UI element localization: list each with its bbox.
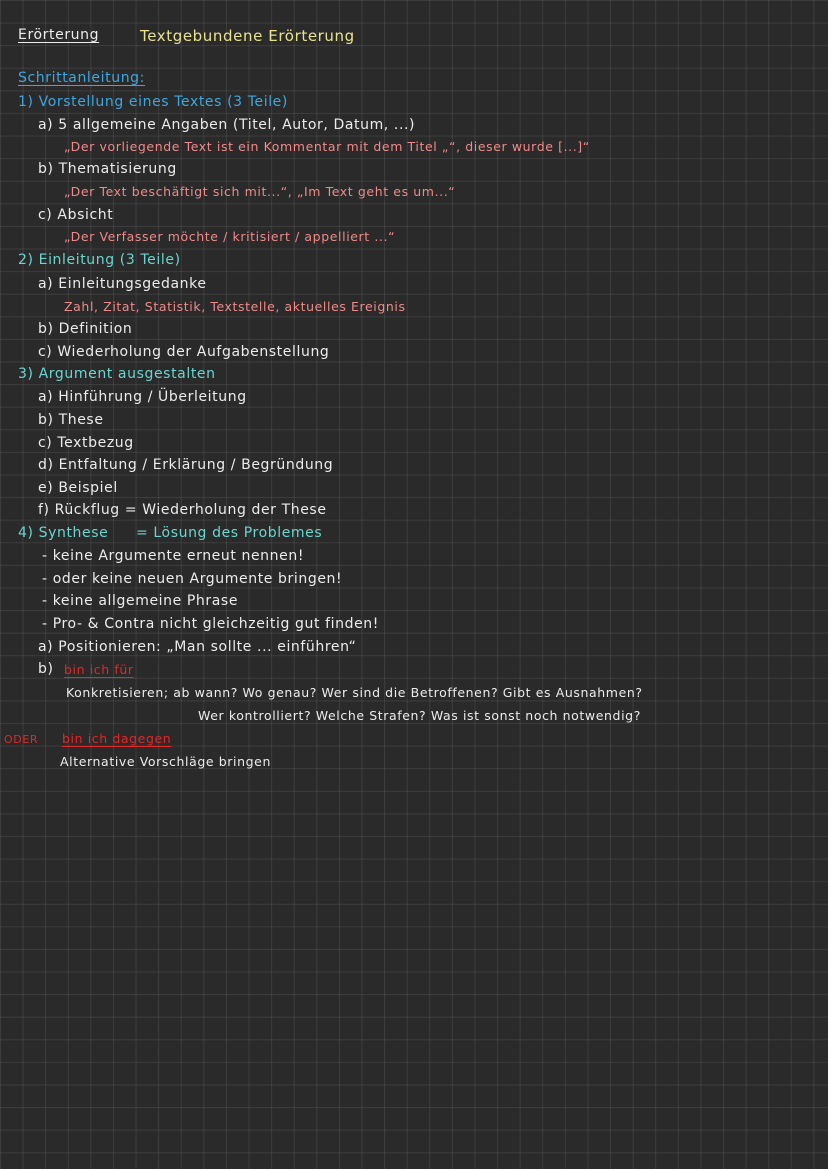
part3-item-a: a) Hinführung / Überleitung — [38, 389, 247, 405]
part3-item-e: e) Beispiel — [38, 480, 118, 496]
part2-item-a: a) Einleitungsgedanke — [38, 276, 207, 292]
part2-item-b: b) Definition — [38, 321, 133, 337]
part1-example-c: „Der Verfasser möchte / kritisiert / appelliert ...“ — [64, 229, 396, 244]
part1-item-b: b) Thematisierung — [38, 161, 177, 177]
page-subtitle: Textgebundene Erörterung — [140, 27, 355, 45]
page-title: Erörterung — [18, 27, 100, 43]
part2-heading: 2) Einleitung (3 Teile) — [18, 252, 181, 268]
part4-concretize-line-1: Konkretisieren; ab wann? Wo genau? Wer sind die Betroffenen? Gibt es Ausnahmen? — [66, 685, 643, 700]
part4-rule-2: - oder keine neuen Argumente bringen! — [42, 571, 343, 587]
part3-item-b: b) These — [38, 412, 104, 428]
part4-item-b-label: b) — [38, 661, 54, 677]
part3-heading: 3) Argument ausgestalten — [18, 366, 216, 382]
part4-rule-1: - keine Argumente erneut nennen! — [42, 548, 305, 564]
part4-heading: 4) Synthese — [18, 525, 109, 541]
part3-item-c: c) Textbezug — [38, 435, 134, 451]
part3-item-d: d) Entfaltung / Erklärung / Begründung — [38, 457, 334, 473]
part4-item-a: a) Positionieren: „Man sollte ... einführen“ — [38, 639, 357, 655]
part3-item-f: f) Rückflug = Wiederholung der These — [38, 502, 327, 518]
section-heading: Schrittanleitung: — [18, 70, 145, 86]
part4-rule-3: - keine allgemeine Phrase — [42, 593, 239, 609]
part1-item-a: a) 5 allgemeine Angaben (Titel, Autor, Datum, ...) — [38, 117, 416, 133]
alternative-text: Alternative Vorschläge bringen — [60, 754, 271, 769]
part1-example-a: „Der vorliegende Text ist ein Kommentar mit dem Titel „“, dieser wurde [...]“ — [64, 139, 590, 154]
part2-item-c: c) Wiederholung der Aufgabenstellung — [38, 344, 330, 360]
part4-concretize-line-2: Wer kontrolliert? Welche Strafen? Was ist sonst noch notwendig? — [198, 708, 641, 723]
part1-example-b: „Der Text beschäftigt sich mit...“, „Im Text geht es um...“ — [64, 184, 456, 199]
part4-item-b-red: bin ich für — [64, 662, 134, 677]
part4-rule-4: - Pro- & Contra nicht gleichzeitig gut finden! — [42, 616, 379, 632]
part4-heading-note: = Lösung des Problemes — [136, 525, 323, 541]
part1-heading: 1) Vorstellung eines Textes (3 Teile) — [18, 94, 288, 110]
oder-label: ODER — [4, 733, 39, 746]
part1-item-c: c) Absicht — [38, 207, 114, 223]
part2-example-a: Zahl, Zitat, Statistik, Textstelle, aktuelles Ereignis — [64, 299, 406, 314]
oder-red-text: bin ich dagegen — [62, 731, 172, 746]
